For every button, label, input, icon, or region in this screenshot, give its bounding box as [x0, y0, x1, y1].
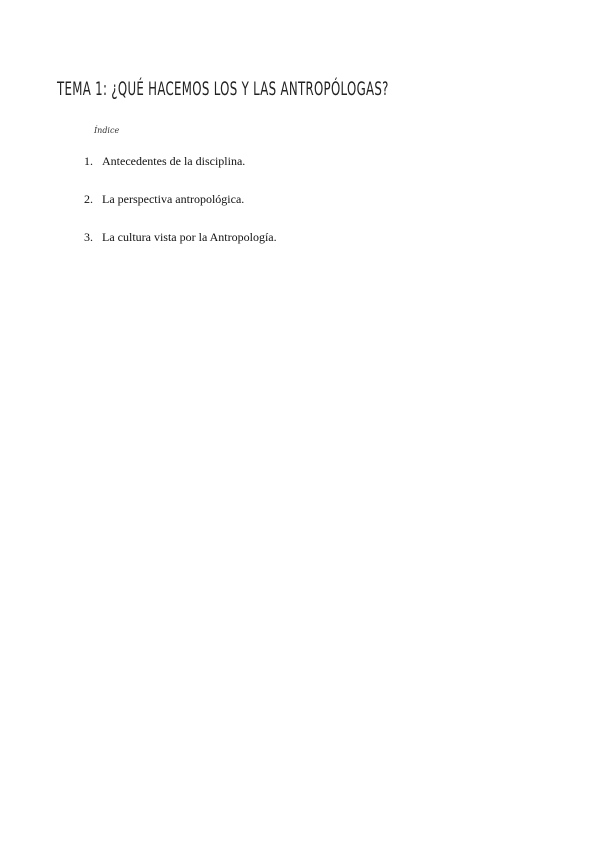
toc-item — [70, 192, 277, 211]
toc-item-text: La cultura vista por la Antropología. — [102, 230, 277, 244]
toc-item-number: 2. — [84, 192, 93, 206]
table-of-contents — [70, 154, 277, 268]
toc-item — [70, 230, 277, 249]
toc-item — [70, 154, 277, 173]
toc-item-text: Antecedentes de la disciplina. — [102, 154, 246, 168]
toc-item-number: 3. — [84, 230, 93, 244]
index-heading: Índice — [94, 126, 120, 135]
toc-item-text: La perspectiva antropológica. — [102, 192, 245, 206]
page-title: TEMA 1: ¿QUÉ HACEMOS LOS Y LAS ANTROPÓLOGAS? — [57, 78, 389, 100]
toc-item-number: 1. — [84, 154, 93, 168]
